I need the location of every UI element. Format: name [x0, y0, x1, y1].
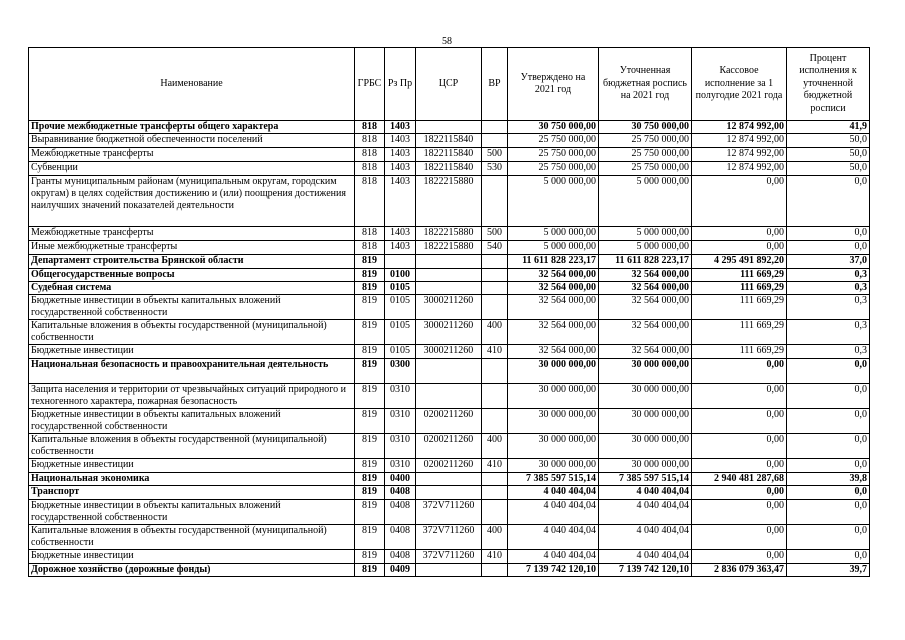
cell-refined: 32 564 000,00 [599, 269, 692, 282]
cell-approved: 11 611 828 223,17 [508, 255, 599, 269]
cell-percent: 0,0 [787, 500, 870, 525]
cell-percent: 50,0 [787, 134, 870, 148]
cell-name: Иные межбюджетные трансферты [29, 241, 355, 255]
cell-approved: 30 000 000,00 [508, 434, 599, 459]
table-row [29, 359, 870, 384]
cell-name: Защита населения и территории от чрезвычайных ситуаций природного и техногенного характера, пожарная безопасность [29, 384, 355, 409]
cell-grbs: 819 [355, 384, 385, 409]
cell-refined: 30 000 000,00 [599, 359, 692, 384]
cell-cash: 111 669,29 [692, 320, 787, 345]
cell-percent: 0,0 [787, 486, 870, 500]
cell-rzpr: 0408 [385, 500, 416, 525]
cell-cash: 0,00 [692, 500, 787, 525]
cell-approved: 5 000 000,00 [508, 241, 599, 255]
cell-csr [416, 564, 482, 577]
cell-approved: 5 000 000,00 [508, 176, 599, 227]
cell-approved: 4 040 404,04 [508, 525, 599, 550]
cell-approved: 32 564 000,00 [508, 345, 599, 359]
cell-rzpr: 0310 [385, 434, 416, 459]
cell-percent: 39,7 [787, 564, 870, 577]
table-row [29, 459, 870, 473]
cell-name: Департамент строительства Брянской области [29, 255, 355, 269]
cell-vr [482, 295, 508, 320]
cell-rzpr: 0105 [385, 282, 416, 295]
cell-vr: 400 [482, 434, 508, 459]
cell-percent: 41,9 [787, 121, 870, 134]
cell-name: Межбюджетные трансферты [29, 227, 355, 241]
cell-csr: 372V711260 [416, 500, 482, 525]
cell-name: Транспорт [29, 486, 355, 500]
cell-vr: 410 [482, 459, 508, 473]
col-header-approved: Утверждено на 2021 год [508, 48, 599, 121]
cell-csr: 1822215880 [416, 227, 482, 241]
cell-refined: 25 750 000,00 [599, 134, 692, 148]
cell-csr [416, 486, 482, 500]
cell-refined: 11 611 828 223,17 [599, 255, 692, 269]
cell-name: Бюджетные инвестиции в объекты капитальных вложений государственной собственности [29, 409, 355, 434]
table-row [29, 255, 870, 269]
cell-rzpr: 0400 [385, 473, 416, 486]
cell-grbs: 819 [355, 269, 385, 282]
cell-name: Бюджетные инвестиции в объекты капитальных вложений государственной собственности [29, 500, 355, 525]
cell-refined: 30 000 000,00 [599, 384, 692, 409]
cell-cash: 111 669,29 [692, 345, 787, 359]
cell-vr: 530 [482, 162, 508, 176]
cell-percent: 0,0 [787, 241, 870, 255]
cell-cash: 111 669,29 [692, 282, 787, 295]
table-row [29, 409, 870, 434]
cell-cash: 4 295 491 892,20 [692, 255, 787, 269]
cell-vr [482, 384, 508, 409]
cell-vr [482, 564, 508, 577]
cell-grbs: 819 [355, 550, 385, 564]
cell-cash: 0,00 [692, 384, 787, 409]
cell-rzpr: 1403 [385, 227, 416, 241]
cell-cash: 0,00 [692, 486, 787, 500]
cell-percent: 39,8 [787, 473, 870, 486]
cell-name: Бюджетные инвестиции [29, 459, 355, 473]
cell-refined: 32 564 000,00 [599, 345, 692, 359]
cell-refined: 7 385 597 515,14 [599, 473, 692, 486]
cell-vr: 500 [482, 227, 508, 241]
cell-approved: 7 385 597 515,14 [508, 473, 599, 486]
cell-name: Бюджетные инвестиции в объекты капитальных вложений государственной собственности [29, 295, 355, 320]
cell-percent: 0,0 [787, 359, 870, 384]
cell-approved: 30 000 000,00 [508, 459, 599, 473]
cell-rzpr: 1403 [385, 148, 416, 162]
cell-csr: 372V711260 [416, 550, 482, 564]
cell-refined: 4 040 404,04 [599, 486, 692, 500]
cell-approved: 25 750 000,00 [508, 134, 599, 148]
cell-percent: 0,0 [787, 459, 870, 473]
cell-csr: 3000211260 [416, 295, 482, 320]
table-row [29, 473, 870, 486]
cell-name: Бюджетные инвестиции [29, 550, 355, 564]
cell-vr: 400 [482, 525, 508, 550]
cell-csr: 0200211260 [416, 459, 482, 473]
cell-vr [482, 121, 508, 134]
cell-grbs: 818 [355, 121, 385, 134]
cell-csr: 1822215880 [416, 176, 482, 227]
cell-approved: 4 040 404,04 [508, 550, 599, 564]
cell-approved: 30 000 000,00 [508, 359, 599, 384]
cell-csr: 372V711260 [416, 525, 482, 550]
cell-grbs: 819 [355, 255, 385, 269]
cell-percent: 0,3 [787, 269, 870, 282]
cell-cash: 2 836 079 363,47 [692, 564, 787, 577]
cell-name: Судебная система [29, 282, 355, 295]
table-header-row [29, 48, 870, 121]
cell-grbs: 819 [355, 359, 385, 384]
cell-approved: 32 564 000,00 [508, 282, 599, 295]
cell-vr [482, 282, 508, 295]
table-row [29, 121, 870, 134]
cell-percent: 50,0 [787, 162, 870, 176]
cell-vr: 540 [482, 241, 508, 255]
table-row [29, 295, 870, 320]
cell-grbs: 819 [355, 434, 385, 459]
cell-name: Капитальные вложения в объекты государственной (муниципальной) собственности [29, 434, 355, 459]
cell-rzpr: 0408 [385, 486, 416, 500]
cell-refined: 32 564 000,00 [599, 320, 692, 345]
cell-grbs: 818 [355, 162, 385, 176]
cell-refined: 30 750 000,00 [599, 121, 692, 134]
cell-csr: 0200211260 [416, 434, 482, 459]
cell-grbs: 819 [355, 282, 385, 295]
cell-cash: 0,00 [692, 525, 787, 550]
cell-csr: 1822115840 [416, 134, 482, 148]
cell-refined: 5 000 000,00 [599, 227, 692, 241]
cell-rzpr [385, 255, 416, 269]
cell-csr [416, 473, 482, 486]
col-header-grbs: ГРБС [355, 48, 385, 121]
cell-csr [416, 384, 482, 409]
cell-grbs: 818 [355, 227, 385, 241]
table-row [29, 384, 870, 409]
cell-name: Субвенции [29, 162, 355, 176]
cell-name: Национальная безопасность и правоохранительная деятельность [29, 359, 355, 384]
cell-percent: 0,0 [787, 384, 870, 409]
cell-rzpr: 1403 [385, 134, 416, 148]
cell-rzpr: 0310 [385, 384, 416, 409]
cell-cash: 0,00 [692, 176, 787, 227]
cell-percent: 0,3 [787, 320, 870, 345]
cell-approved: 4 040 404,04 [508, 486, 599, 500]
table-row [29, 227, 870, 241]
cell-rzpr: 0300 [385, 359, 416, 384]
cell-grbs: 819 [355, 409, 385, 434]
cell-name: Прочие межбюджетные трансферты общего характера [29, 121, 355, 134]
cell-approved: 32 564 000,00 [508, 269, 599, 282]
cell-name: Бюджетные инвестиции [29, 345, 355, 359]
cell-rzpr: 0310 [385, 459, 416, 473]
cell-percent: 0,3 [787, 282, 870, 295]
cell-csr [416, 121, 482, 134]
cell-rzpr: 0105 [385, 295, 416, 320]
cell-rzpr: 0100 [385, 269, 416, 282]
table-row [29, 241, 870, 255]
cell-percent: 0,0 [787, 525, 870, 550]
cell-vr: 410 [482, 550, 508, 564]
cell-cash: 0,00 [692, 434, 787, 459]
cell-approved: 30 000 000,00 [508, 384, 599, 409]
cell-refined: 4 040 404,04 [599, 500, 692, 525]
cell-name: Капитальные вложения в объекты государственной (муниципальной) собственности [29, 320, 355, 345]
cell-csr: 1822115840 [416, 148, 482, 162]
cell-vr [482, 473, 508, 486]
cell-refined: 30 000 000,00 [599, 459, 692, 473]
col-header-vr: ВР [482, 48, 508, 121]
col-header-refined: Уточненная бюджетная роспись на 2021 год [599, 48, 692, 121]
cell-percent: 0,0 [787, 176, 870, 227]
cell-refined: 4 040 404,04 [599, 525, 692, 550]
cell-rzpr: 0409 [385, 564, 416, 577]
cell-vr [482, 500, 508, 525]
cell-grbs: 819 [355, 500, 385, 525]
col-header-csr: ЦСР [416, 48, 482, 121]
cell-csr [416, 282, 482, 295]
cell-cash: 111 669,29 [692, 269, 787, 282]
table-row [29, 564, 870, 577]
cell-cash: 111 669,29 [692, 295, 787, 320]
table-row [29, 500, 870, 525]
cell-csr [416, 359, 482, 384]
cell-grbs: 819 [355, 486, 385, 500]
cell-cash: 12 874 992,00 [692, 134, 787, 148]
cell-approved: 30 000 000,00 [508, 409, 599, 434]
cell-name: Капитальные вложения в объекты государственной (муниципальной) собственности [29, 525, 355, 550]
cell-rzpr: 1403 [385, 176, 416, 227]
cell-rzpr: 1403 [385, 121, 416, 134]
table-row [29, 162, 870, 176]
table-row [29, 434, 870, 459]
col-header-percent: Процент исполнения к уточненной бюджетной росписи [787, 48, 870, 121]
table-row [29, 176, 870, 227]
cell-grbs: 819 [355, 320, 385, 345]
cell-approved: 7 139 742 120,10 [508, 564, 599, 577]
cell-grbs: 818 [355, 176, 385, 227]
cell-rzpr: 0105 [385, 320, 416, 345]
page-number: 58 [442, 36, 452, 47]
cell-refined: 30 000 000,00 [599, 409, 692, 434]
cell-csr [416, 269, 482, 282]
cell-approved: 32 564 000,00 [508, 295, 599, 320]
table-row [29, 134, 870, 148]
cell-refined: 32 564 000,00 [599, 282, 692, 295]
cell-rzpr: 1403 [385, 162, 416, 176]
cell-approved: 32 564 000,00 [508, 320, 599, 345]
col-header-name: Наименование [29, 48, 355, 121]
cell-approved: 5 000 000,00 [508, 227, 599, 241]
cell-vr [482, 269, 508, 282]
cell-cash: 0,00 [692, 550, 787, 564]
cell-refined: 32 564 000,00 [599, 295, 692, 320]
cell-refined: 5 000 000,00 [599, 241, 692, 255]
table-row [29, 269, 870, 282]
cell-csr: 3000211260 [416, 320, 482, 345]
col-header-rzpr: Рз Пр [385, 48, 416, 121]
cell-refined: 30 000 000,00 [599, 434, 692, 459]
cell-approved: 25 750 000,00 [508, 162, 599, 176]
cell-percent: 0,3 [787, 345, 870, 359]
cell-rzpr: 0105 [385, 345, 416, 359]
cell-vr [482, 486, 508, 500]
col-header-cash: Кассовое исполнение за 1 полугодие 2021 года [692, 48, 787, 121]
cell-vr [482, 359, 508, 384]
cell-cash: 0,00 [692, 409, 787, 434]
cell-grbs: 818 [355, 134, 385, 148]
cell-approved: 4 040 404,04 [508, 500, 599, 525]
cell-grbs: 819 [355, 345, 385, 359]
cell-vr: 400 [482, 320, 508, 345]
cell-refined: 4 040 404,04 [599, 550, 692, 564]
cell-csr: 3000211260 [416, 345, 482, 359]
table-row [29, 148, 870, 162]
table-row [29, 525, 870, 550]
cell-cash: 0,00 [692, 359, 787, 384]
cell-approved: 30 750 000,00 [508, 121, 599, 134]
cell-cash: 2 940 481 287,68 [692, 473, 787, 486]
cell-rzpr: 0408 [385, 550, 416, 564]
cell-grbs: 819 [355, 459, 385, 473]
cell-rzpr: 0310 [385, 409, 416, 434]
cell-name: Гранты муниципальным районам (муниципальным округам, городским округам) в целях содействия достижению и (или) поощрения достижения наилучших значений показателей деятельности [29, 176, 355, 227]
cell-grbs: 819 [355, 525, 385, 550]
cell-rzpr: 0408 [385, 525, 416, 550]
cell-vr [482, 255, 508, 269]
table-row [29, 282, 870, 295]
cell-vr [482, 176, 508, 227]
cell-refined: 25 750 000,00 [599, 162, 692, 176]
budget-execution-table [28, 47, 870, 577]
cell-cash: 12 874 992,00 [692, 121, 787, 134]
cell-cash: 0,00 [692, 227, 787, 241]
table-body [29, 121, 870, 577]
cell-name: Дорожное хозяйство (дорожные фонды) [29, 564, 355, 577]
cell-approved: 25 750 000,00 [508, 148, 599, 162]
cell-percent: 0,0 [787, 434, 870, 459]
cell-rzpr: 1403 [385, 241, 416, 255]
cell-name: Национальная экономика [29, 473, 355, 486]
cell-vr: 500 [482, 148, 508, 162]
table-row [29, 550, 870, 564]
table-row [29, 486, 870, 500]
cell-grbs: 818 [355, 148, 385, 162]
cell-csr: 0200211260 [416, 409, 482, 434]
cell-cash: 0,00 [692, 241, 787, 255]
cell-grbs: 819 [355, 564, 385, 577]
cell-csr: 1822115840 [416, 162, 482, 176]
cell-grbs: 818 [355, 241, 385, 255]
cell-cash: 12 874 992,00 [692, 148, 787, 162]
cell-percent: 0,0 [787, 409, 870, 434]
cell-name: Общегосударственные вопросы [29, 269, 355, 282]
cell-percent: 0,3 [787, 295, 870, 320]
cell-csr: 1822215880 [416, 241, 482, 255]
cell-refined: 5 000 000,00 [599, 176, 692, 227]
cell-grbs: 819 [355, 295, 385, 320]
cell-refined: 25 750 000,00 [599, 148, 692, 162]
cell-name: Выравнивание бюджетной обеспеченности поселений [29, 134, 355, 148]
cell-grbs: 819 [355, 473, 385, 486]
cell-vr: 410 [482, 345, 508, 359]
cell-percent: 0,0 [787, 227, 870, 241]
table-row [29, 320, 870, 345]
cell-vr [482, 409, 508, 434]
cell-csr [416, 255, 482, 269]
cell-name: Межбюджетные трансферты [29, 148, 355, 162]
cell-percent: 0,0 [787, 550, 870, 564]
cell-cash: 0,00 [692, 459, 787, 473]
cell-refined: 7 139 742 120,10 [599, 564, 692, 577]
cell-percent: 50,0 [787, 148, 870, 162]
cell-cash: 12 874 992,00 [692, 162, 787, 176]
table-row [29, 345, 870, 359]
cell-vr [482, 134, 508, 148]
cell-percent: 37,0 [787, 255, 870, 269]
